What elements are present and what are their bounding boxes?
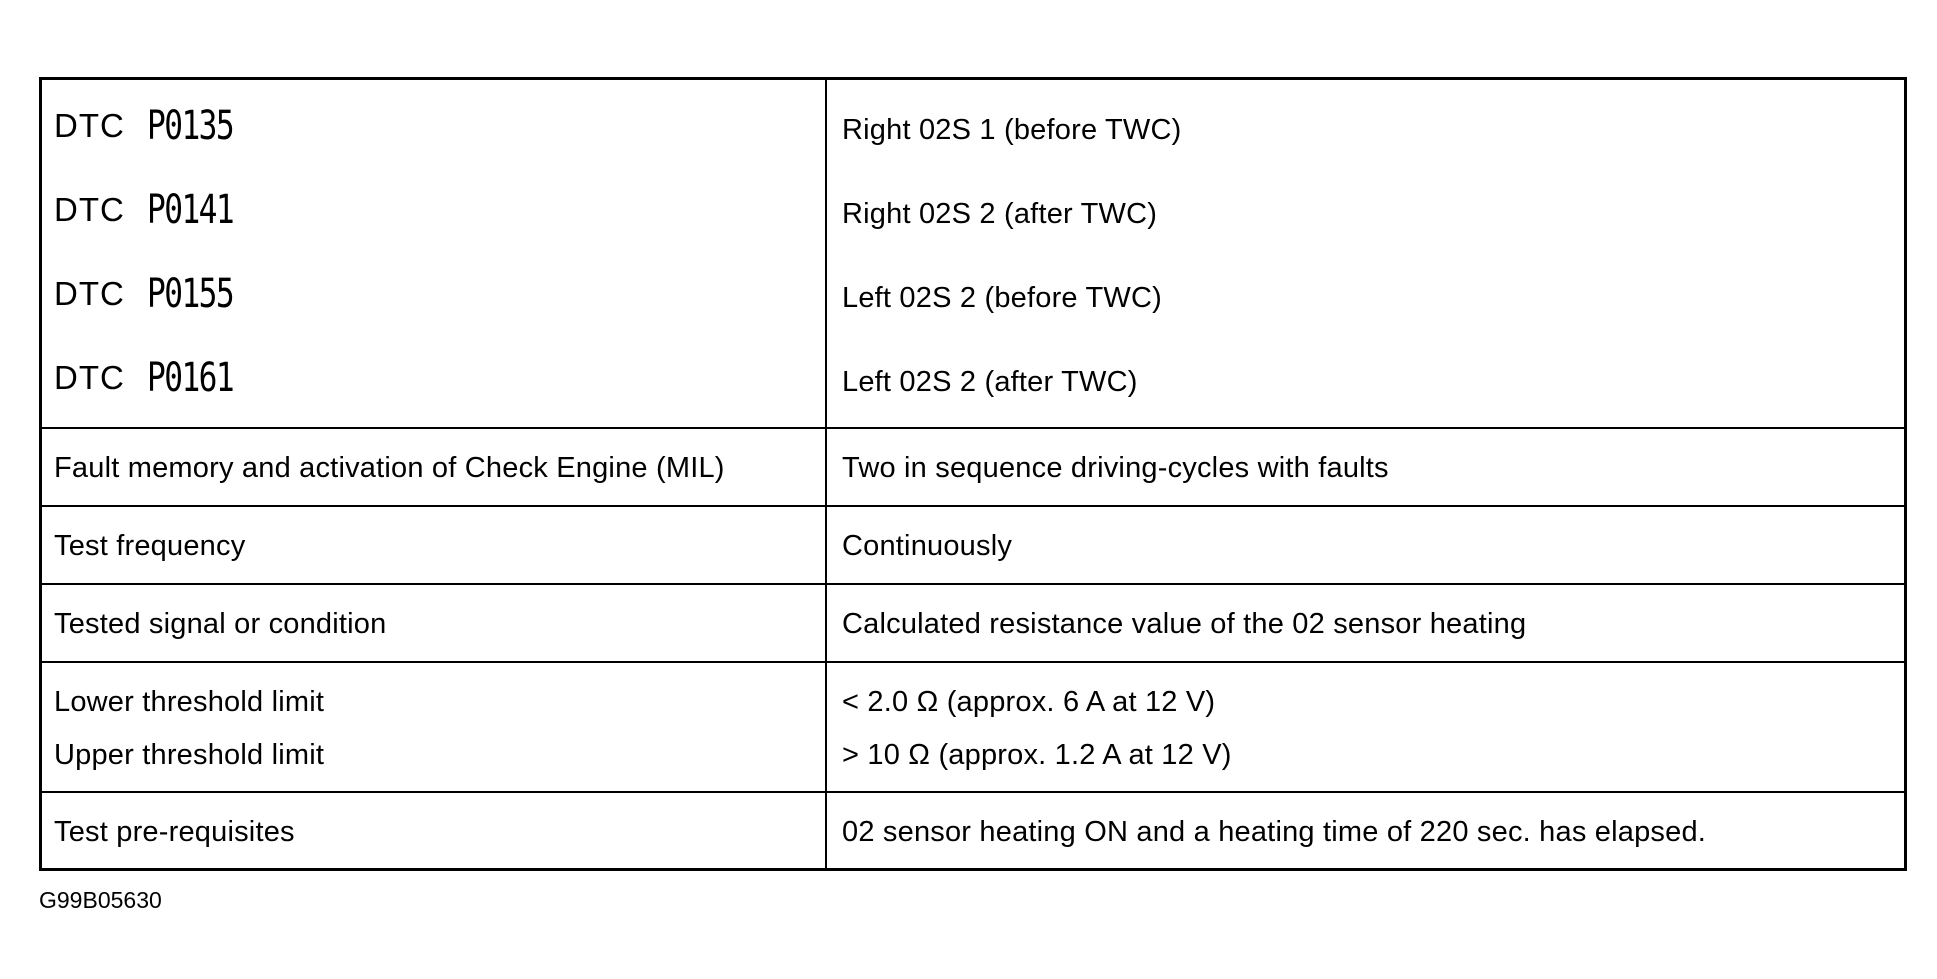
row-divider — [42, 583, 1904, 585]
dtc-row-1 — [54, 103, 257, 149]
dtc-code: P0141 — [146, 187, 233, 233]
dtc-code: P0161 — [146, 355, 233, 401]
dtc-spec-table — [39, 77, 1907, 871]
lower-threshold-label: Lower threshold limit — [54, 686, 325, 718]
tested-signal-label: Tested signal or condition — [54, 608, 387, 640]
dtc-row-3 — [54, 271, 257, 317]
dtc-description: Right 02S 2 (after TWC) — [842, 198, 1158, 230]
fault-memory-value: Two in sequence driving-cycles with faults — [842, 452, 1389, 484]
dtc-code: P0155 — [146, 271, 233, 317]
dtc-prefix: DTC — [54, 275, 125, 312]
figure-id: G99B05630 — [39, 887, 162, 913]
dtc-prefix: DTC — [54, 359, 125, 396]
column-divider — [825, 80, 827, 868]
row-divider — [42, 505, 1904, 507]
row-divider — [42, 427, 1904, 429]
tested-signal-value: Calculated resistance value of the 02 sensor heating — [842, 608, 1527, 640]
row-divider — [42, 661, 1904, 663]
dtc-description: Left 02S 2 (after TWC) — [842, 366, 1138, 398]
dtc-description: Right 02S 1 (before TWC) — [842, 114, 1182, 146]
prerequisites-label: Test pre-requisites — [54, 816, 295, 848]
dtc-prefix: DTC — [54, 107, 125, 144]
dtc-prefix: DTC — [54, 191, 125, 228]
dtc-row-2 — [54, 187, 257, 233]
dtc-code: P0135 — [146, 103, 233, 149]
test-frequency-label: Test frequency — [54, 530, 246, 562]
dtc-row-4 — [54, 355, 257, 401]
upper-threshold-label: Upper threshold limit — [54, 739, 325, 771]
dtc-description: Left 02S 2 (before TWC) — [842, 282, 1162, 314]
row-divider — [42, 791, 1904, 793]
fault-memory-label: Fault memory and activation of Check Engine (MIL) — [54, 452, 725, 484]
lower-threshold-value: < 2.0 Ω (approx. 6 A at 12 V) — [842, 686, 1216, 718]
prerequisites-value: 02 sensor heating ON and a heating time of 220 sec. has elapsed. — [842, 816, 1707, 848]
upper-threshold-value: > 10 Ω (approx. 1.2 A at 12 V) — [842, 739, 1232, 771]
test-frequency-value: Continuously — [842, 530, 1013, 562]
